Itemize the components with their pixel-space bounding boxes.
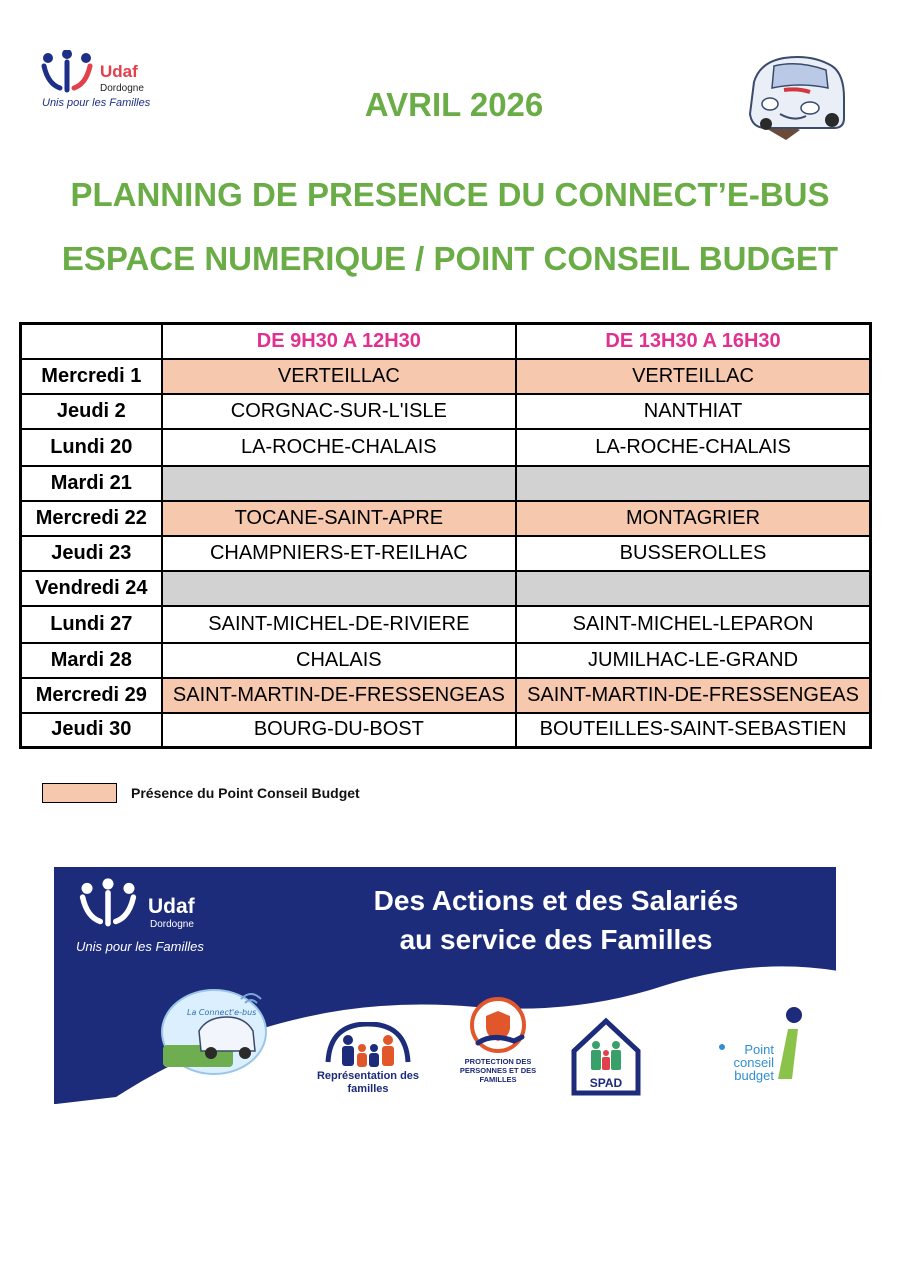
day-cell: Mardi 28 [21,643,162,678]
spad-label: SPAD [589,1076,623,1090]
day-cell: Lundi 20 [21,429,162,466]
day-cell: Mercredi 22 [21,501,162,536]
connect-e-bus-badge [159,987,269,1077]
table-row [21,643,871,678]
day-cell: Mardi 21 [21,466,162,501]
point-conseil-budget-badge [716,1005,806,1095]
udaf-family-icon [76,877,140,935]
banner-headline-line1: Des Actions et des Salariés [373,885,739,916]
month-title: AVRIL 2026 [364,86,544,123]
table-row [21,466,871,501]
afternoon-cell: MONTAGRIER [516,501,870,536]
afternoon-cell: VERTEILLAC [516,359,870,394]
legend-swatch [42,783,117,803]
morning-cell-closed [162,571,516,606]
day-cell: Mercredi 1 [21,359,162,394]
morning-cell: SAINT-MARTIN-DE-FRESSENGEAS [162,678,516,713]
day-cell: Jeudi 30 [21,713,162,748]
table-row [21,713,871,748]
morning-cell: BOURG-DU-BOST [162,713,516,748]
banner-headline [296,881,816,959]
representation-familles-badge [318,1022,418,1100]
table-row [21,429,871,466]
day-cell: Vendredi 24 [21,571,162,606]
table-row [21,606,871,643]
morning-cell: LA-ROCHE-CHALAIS [162,429,516,466]
afternoon-cell: LA-ROCHE-CHALAIS [516,429,870,466]
afternoon-cell: NANTHIAT [516,394,870,429]
family-icon [318,1022,418,1070]
afternoon-cell-closed [516,571,870,606]
banner-headline-line2: au service des Familles [399,924,713,955]
day-cell: Lundi 27 [21,606,162,643]
point-conseil-budget-label: Point conseil budget [733,1042,774,1083]
connect-e-bus-icon [159,987,269,1077]
spad-badge [570,1017,642,1099]
day-cell: Mercredi 29 [21,678,162,713]
logo-sub: Dordogne [100,83,144,94]
logo-brand: Udaf [100,62,138,81]
morning-cell: CORGNAC-SUR-L'ISLE [162,394,516,429]
afternoon-cell: SAINT-MARTIN-DE-FRESSENGEAS [516,678,870,713]
table-row [21,359,871,394]
morning-cell: VERTEILLAC [162,359,516,394]
afternoon-cell: SAINT-MICHEL-LEPARON [516,606,870,643]
afternoon-cell: BUSSEROLLES [516,536,870,571]
morning-cell: CHAMPNIERS-ET-REILHAC [162,536,516,571]
banner-udaf-logo [76,877,226,967]
representation-label: Représentation des familles [316,1070,420,1095]
table-header-row [21,324,871,359]
day-cell: Jeudi 23 [21,536,162,571]
logo-motto: Unis pour les Familles [42,97,151,109]
header-morning: DE 9H30 A 12H30 [162,324,516,359]
morning-cell: SAINT-MICHEL-DE-RIVIERE [162,606,516,643]
afternoon-cell-closed [516,466,870,501]
table-row [21,536,871,571]
header-afternoon: DE 13H30 A 16H30 [516,324,870,359]
day-cell: Jeudi 2 [21,394,162,429]
planning-title: PLANNING DE PRESENCE DU CONNECT’E-BUS [70,176,830,213]
banner-logo-sub: Dordogne [150,919,194,930]
afternoon-cell: BOUTEILLES-SAINT-SEBASTIEN [516,713,870,748]
table-row [21,394,871,429]
espace-title: ESPACE NUMERIQUE / POINT CONSEIL BUDGET [61,240,839,277]
legend-label: Présence du Point Conseil Budget [131,785,360,801]
banner-logo-motto: Unis pour les Familles [76,939,204,954]
banner-logo-brand: Udaf [148,895,195,918]
morning-cell: CHALAIS [162,643,516,678]
table-row [21,678,871,713]
protection-icon [442,997,554,1055]
morning-cell-closed [162,466,516,501]
morning-cell: TOCANE-SAINT-APRE [162,501,516,536]
svg-text:La Connect'e-bus: La Connect'e-bus [187,1008,257,1017]
udaf-banner [54,867,836,1104]
table-row [21,571,871,606]
afternoon-cell: JUMILHAC-LE-GRAND [516,643,870,678]
planning-table [19,322,872,749]
table-row [21,501,871,536]
protection-badge [442,997,554,1084]
protection-label: PROTECTION DES PERSONNES ET DES FAMILLES [459,1057,537,1084]
header-blank-cell [21,324,162,359]
